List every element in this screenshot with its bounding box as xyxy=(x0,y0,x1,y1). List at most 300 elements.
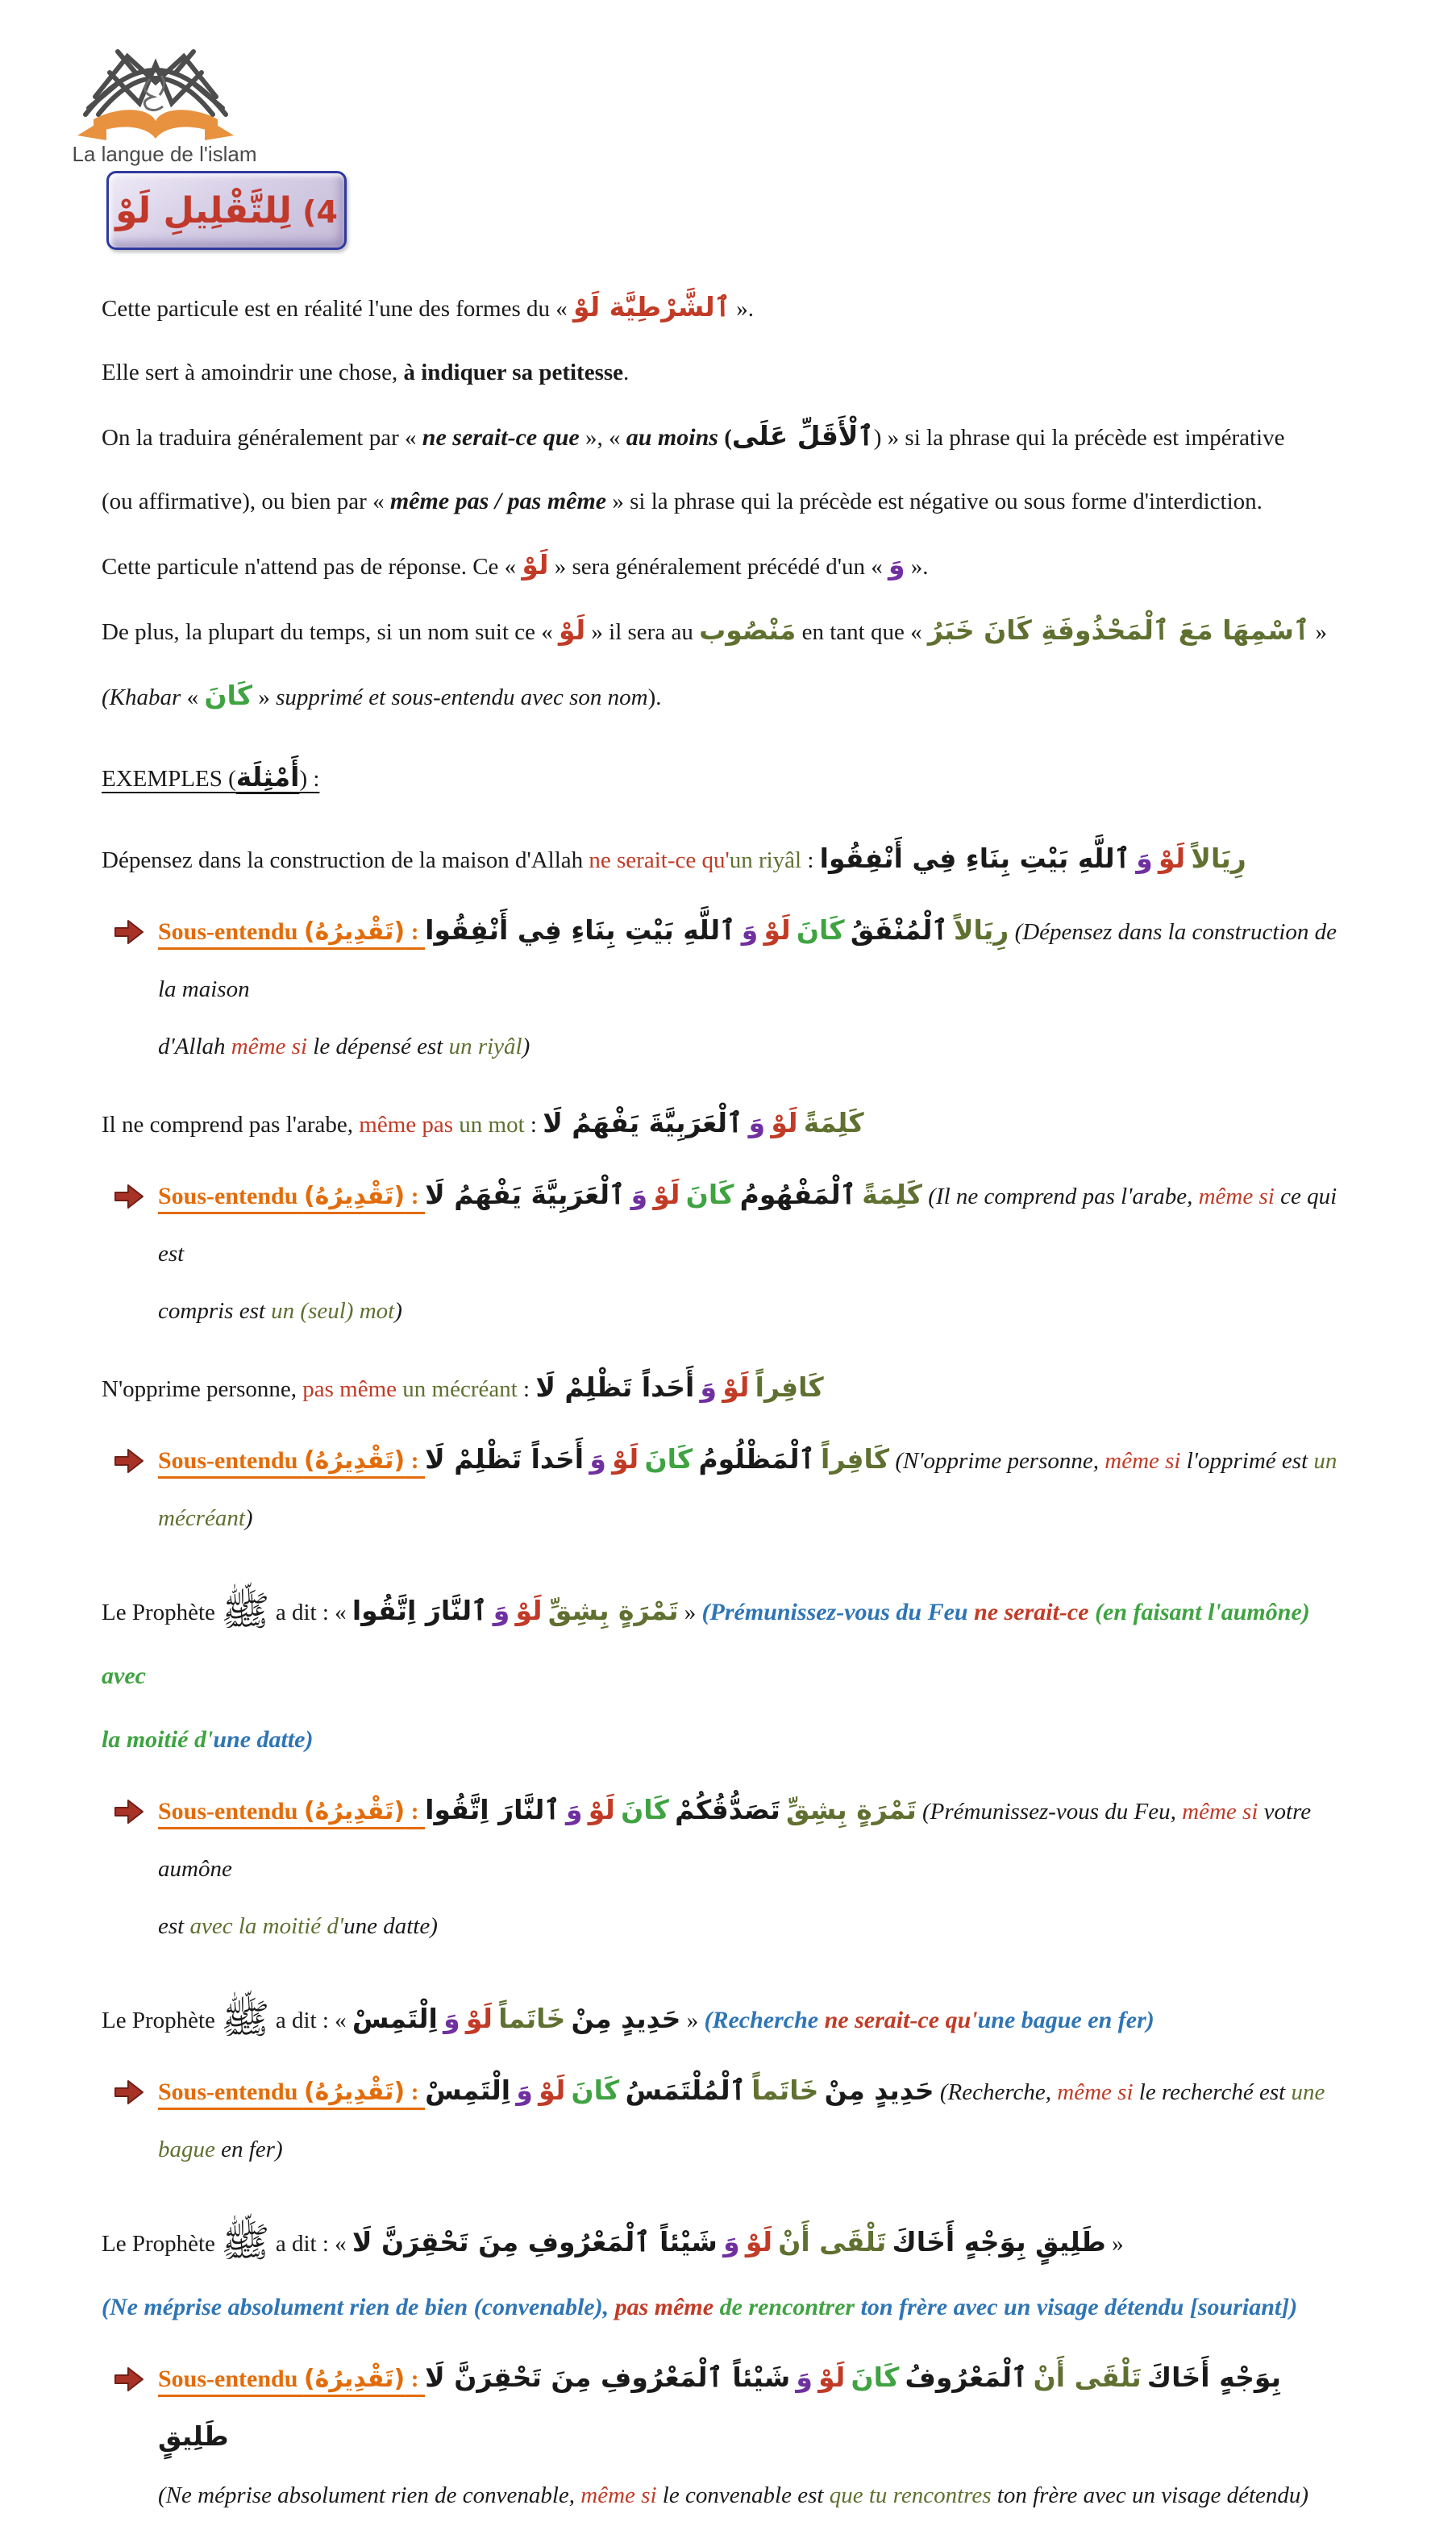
arabic-word: ٱسْمِهَا xyxy=(1222,614,1310,646)
lesson-title-box xyxy=(106,171,347,250)
arabic-word: لَوْ xyxy=(115,189,152,231)
text-segment xyxy=(851,914,948,946)
text-segment: : xyxy=(517,1376,536,1402)
text-segment: Sous-entendu xyxy=(158,1447,304,1474)
arabic-word: لَوْ xyxy=(1159,843,1186,874)
text-segment: ne serait-ce xyxy=(974,1599,1096,1625)
text-segment xyxy=(352,1595,488,1626)
text-segment: ) » si la phrase qui la précède est impérative xyxy=(873,425,1285,451)
text-segment: (ou affirmative), ou bien par « xyxy=(102,489,390,514)
text-segment: » xyxy=(1309,619,1328,645)
arabic-word: (تَقْدِيرُهُ) xyxy=(303,2365,406,2393)
text-segment: ) xyxy=(522,1034,530,1059)
text-segment xyxy=(304,2078,405,2106)
text-segment: même si xyxy=(580,2482,657,2508)
text-segment xyxy=(425,1443,584,1475)
text-segment xyxy=(815,1448,821,1474)
text-segment: : xyxy=(405,1447,426,1474)
text-segment xyxy=(425,914,735,946)
text-segment: (Il ne comprend pas l'arabe, xyxy=(922,1184,1199,1209)
arabic-word: لَا xyxy=(535,1371,555,1403)
text-segment: (Ne méprise absolument rien de bien (convenable), xyxy=(102,2294,615,2320)
text-segment xyxy=(732,420,874,452)
text-segment xyxy=(615,1799,621,1825)
text-segment: (Recherche, xyxy=(934,2079,1058,2105)
arabic-word: شَيْئاً xyxy=(659,2226,718,2258)
logo-caption: La langue de l'islam xyxy=(72,142,257,166)
paragraph-2 xyxy=(102,343,1354,406)
text-segment: ». xyxy=(730,296,755,322)
arabic-word: لَا xyxy=(425,1179,445,1210)
text-segment xyxy=(438,2008,443,2033)
arabic-word: ٱلنَّارَ xyxy=(498,1794,560,1825)
text-segment: Sous-entendu xyxy=(158,1798,304,1825)
arabic-word: كَانَ xyxy=(204,680,253,711)
text-segment: même si xyxy=(1182,1799,1258,1825)
text-segment xyxy=(771,1107,797,1138)
text-segment: : xyxy=(405,918,426,945)
text-segment xyxy=(572,2003,681,2034)
text-segment xyxy=(680,1184,685,1209)
text-segment xyxy=(425,2074,510,2106)
text-segment xyxy=(821,1443,889,1475)
text-segment xyxy=(1153,847,1159,873)
arabic-word: لَوْ xyxy=(763,914,791,946)
text-segment xyxy=(493,1595,510,1626)
text-segment: a dit : « xyxy=(269,1600,352,1625)
text-segment: compris est xyxy=(158,1298,272,1324)
arabic-word: طَلِيقٍ xyxy=(1035,2226,1106,2258)
arabic-word: أَمْثِلَة xyxy=(235,761,300,793)
sous-entendu-4 xyxy=(102,1783,1354,1957)
text-segment: On la traduira généralement par « xyxy=(102,425,422,451)
text-segment xyxy=(825,2074,934,2106)
text-segment: votre aumône xyxy=(158,1799,1317,1882)
text-segment: une bague xyxy=(158,2079,1331,2162)
text-segment xyxy=(543,1107,743,1138)
text-segment xyxy=(460,2008,466,2033)
text-segment xyxy=(948,919,954,945)
text-segment: Le Prophète xyxy=(102,1600,222,1625)
text-segment: Elle sert à amoindrir une chose, xyxy=(102,360,404,385)
arabic-word: مِنْ xyxy=(571,2003,612,2034)
arabic-word: وَ xyxy=(630,1179,648,1210)
arabic-word: يَفْهَمُ xyxy=(572,1107,640,1138)
arabic-word: وَ xyxy=(700,1371,718,1403)
text-segment: avec xyxy=(102,1599,1317,1689)
arabic-word: اِتَّقُوا xyxy=(352,1595,417,1626)
arabic-word: تَحْقِرَنَّ xyxy=(381,2226,469,2258)
text-segment: Sous-entendu xyxy=(158,1183,304,1209)
text-segment: en fer) xyxy=(214,2137,283,2162)
arabic-word: ٱللَّهِ xyxy=(1077,843,1131,874)
text-segment xyxy=(749,1376,755,1402)
text-segment: en tant que « xyxy=(796,619,928,645)
arabic-word: رِيَالاً xyxy=(953,914,1009,946)
paragraph-5 xyxy=(102,601,1354,731)
text-segment xyxy=(675,1794,780,1825)
arabic-word: ٱلْمَحْذُوفَةِ xyxy=(1041,614,1170,646)
arabic-word: ٱلْمَظْلُومُ xyxy=(698,1443,815,1475)
arabic-word: بِوَجْهٍ xyxy=(963,2226,1026,2258)
text-segment xyxy=(515,1595,542,1626)
arabic-word: لَا xyxy=(425,1443,445,1475)
arabic-word: كَلِمَةً xyxy=(862,1179,922,1210)
arabic-word: (تَقْدِيرُهُ) xyxy=(303,1797,406,1825)
text-segment xyxy=(755,1371,824,1403)
arrow-right-icon xyxy=(113,1797,145,1826)
arabic-word: كَانَ xyxy=(685,1179,734,1210)
arabic-word: كَافِراً xyxy=(755,1371,824,1403)
text-segment: une datte xyxy=(213,1726,306,1753)
text-segment xyxy=(740,1179,856,1210)
text-segment: la moitié d' xyxy=(102,1726,214,1753)
text-segment: de rencontrer xyxy=(713,2294,861,2320)
text-segment xyxy=(425,1794,560,1825)
text-segment: (Prémunissez-vous du Feu xyxy=(701,1599,975,1625)
arabic-word: ٱلْمَعْرُوفُ xyxy=(905,2362,1028,2393)
arrow-right-icon xyxy=(113,1446,145,1475)
text-segment xyxy=(736,919,742,945)
arabic-word: لَوْ xyxy=(515,1595,543,1626)
arabic-word: وَ xyxy=(723,2226,740,2258)
sous-entendu-6 xyxy=(102,2351,1354,2526)
text-segment xyxy=(560,1799,566,1825)
arabic-word: كَانَ xyxy=(851,2362,900,2393)
text-segment xyxy=(425,1179,625,1210)
text-segment xyxy=(786,1794,917,1825)
arabic-word: وَ xyxy=(443,2003,460,2034)
text-segment xyxy=(796,2362,813,2393)
text-segment: (Prémunissez-vous du Feu, xyxy=(916,1799,1183,1825)
arabic-word: أَنْ xyxy=(1033,2362,1066,2393)
text-segment: un mécréant xyxy=(158,1448,1343,1531)
text-segment: Il ne comprend pas l'arabe, xyxy=(102,1112,360,1138)
arabic-word: بَيْتِ xyxy=(625,914,674,946)
hadith-3 xyxy=(102,2212,1354,2341)
text-segment xyxy=(573,291,730,323)
text-segment xyxy=(589,1794,615,1825)
hadith-1 xyxy=(102,1581,1354,1774)
arabic-word: (تَقْدِيرُهُ) xyxy=(303,1182,406,1210)
text-segment: ) xyxy=(394,1298,402,1324)
text-segment xyxy=(1136,843,1153,874)
text-segment: » xyxy=(678,1600,702,1625)
text-segment xyxy=(589,1443,606,1475)
text-segment xyxy=(804,1107,864,1138)
text-segment xyxy=(115,190,292,231)
arabic-word: تَلْقَى xyxy=(819,2226,887,2258)
arabic-word: ٱلْمَعْرُوفِ xyxy=(601,2362,723,2393)
arabic-word: وَ xyxy=(888,549,905,581)
text-segment: même si xyxy=(231,1034,308,1059)
text-segment xyxy=(743,1112,748,1138)
text-segment xyxy=(701,1371,718,1403)
text-segment: a dit : « xyxy=(269,2231,352,2257)
arabic-word: فِي xyxy=(912,843,957,874)
text-segment: ﷺ xyxy=(221,1588,270,1633)
text-segment: ﷺ xyxy=(221,2220,270,2265)
text-segment xyxy=(1142,2366,1147,2392)
arabic-word: لَوْ xyxy=(771,1107,798,1138)
text-segment: ce qui est xyxy=(158,1184,1343,1267)
text-segment xyxy=(780,1799,786,1825)
text-segment xyxy=(493,2008,498,2033)
text-segment xyxy=(746,2226,772,2258)
text-segment: une bague en fer) xyxy=(977,2007,1154,2033)
arabic-word: لَوْ xyxy=(588,1794,615,1825)
arabic-word: يَفْهَمُ xyxy=(454,1179,522,1210)
text-segment xyxy=(236,761,300,793)
arabic-word: لِلتَّقْلِيلِ xyxy=(163,189,292,231)
text-segment xyxy=(886,2231,892,2257)
text-segment xyxy=(686,1179,734,1210)
text-segment xyxy=(820,843,1130,874)
text-segment: » xyxy=(1105,2231,1124,2257)
arabic-word: اِلْتَمِسْ xyxy=(352,2003,438,2034)
text-segment xyxy=(845,919,851,945)
arabic-word: وَ xyxy=(589,1443,606,1475)
text-segment xyxy=(559,614,585,646)
text-segment: supprimé et sous-entendu avec son nom xyxy=(276,685,648,710)
text-segment xyxy=(621,1794,669,1825)
arabic-word: ٱلْعَرَبِيَّةَ xyxy=(530,1179,626,1210)
text-segment xyxy=(653,1179,680,1210)
lesson-title xyxy=(115,190,338,231)
text-segment xyxy=(892,2226,1105,2258)
text-segment: » sera généralement précédé d'un « xyxy=(548,554,888,580)
text-segment xyxy=(516,2074,533,2106)
text-segment: un riyâl xyxy=(729,847,802,873)
text-segment xyxy=(625,2074,746,2106)
text-segment xyxy=(778,2226,886,2258)
arabic-word: لَوْ xyxy=(818,2362,846,2393)
arabic-word: بِوَجْهٍ xyxy=(1219,2362,1281,2393)
arabic-word: رِيَالاً xyxy=(1191,843,1246,874)
arabic-word: وَ xyxy=(493,1595,510,1626)
arabic-word: خَبَرُ xyxy=(927,614,975,646)
text-segment xyxy=(352,2226,718,2258)
text-segment: même pas / pas même xyxy=(389,488,607,514)
arabic-word: لَوْ xyxy=(559,614,586,646)
arabic-word: أَنْ xyxy=(778,2226,810,2258)
text-segment: au moins xyxy=(626,424,718,451)
text-segment xyxy=(1027,2366,1033,2392)
text-segment xyxy=(565,2079,571,2105)
text-segment xyxy=(905,2362,1028,2393)
arabic-word: لَوْ xyxy=(522,549,549,581)
arabic-word: ٱلْمَفْهُومُ xyxy=(739,1179,856,1210)
text-segment xyxy=(612,1443,639,1475)
text-segment: (N'opprime personne, xyxy=(889,1448,1105,1474)
arrow-right-icon xyxy=(113,2364,145,2417)
text-segment: le convenable est xyxy=(656,2482,830,2508)
text-segment: un riyâl xyxy=(448,1034,522,1059)
text-segment: « xyxy=(181,685,205,710)
arabic-word: مِنْ xyxy=(824,2074,865,2106)
text-segment xyxy=(928,614,1309,646)
text-segment: Le Prophète xyxy=(102,2008,222,2033)
arabic-word: لَوْ xyxy=(653,1179,680,1210)
arabic-word: فِي xyxy=(517,914,562,946)
text-segment xyxy=(1034,2362,1142,2393)
text-segment xyxy=(818,2362,845,2393)
arabic-word: أَحَداً xyxy=(641,1371,695,1403)
text-segment: Dépensez dans la construction de la maison d'Allah xyxy=(102,847,589,873)
text-segment: : xyxy=(405,1798,426,1825)
text-segment: pas même xyxy=(614,2294,714,2320)
text-segment: le dépensé est xyxy=(307,1034,449,1059)
text-segment xyxy=(565,2008,571,2033)
text-segment: d'Allah xyxy=(158,1034,231,1059)
text-segment: (Ne méprise absolument rien de convenable, xyxy=(158,2482,581,2508)
text-segment: (Dépensez dans la construction de la maison xyxy=(158,919,1343,1002)
arabic-word: كَانَ xyxy=(571,2074,620,2106)
text-segment: ton frère avec un visage détendu [souriant]) xyxy=(860,2294,1298,2320)
text-segment xyxy=(548,1595,679,1626)
text-segment: : xyxy=(405,2366,426,2392)
paragraph-3 xyxy=(102,406,1354,535)
arabic-word: أَنْفِقُوا xyxy=(819,843,903,874)
text-segment: » xyxy=(680,2008,705,2033)
text-segment xyxy=(204,680,252,711)
arabic-word: بِنَاءِ xyxy=(571,914,616,946)
arabic-word: مَنْصُوب xyxy=(699,614,797,646)
arabic-word: أَحَداً xyxy=(530,1443,584,1475)
text-segment: » xyxy=(252,685,277,710)
arabic-word: تَظْلِمْ xyxy=(564,1371,633,1403)
text-segment xyxy=(487,1600,493,1625)
text-segment: ne serait-ce qu' xyxy=(589,847,730,873)
arabic-word: وَ xyxy=(565,1794,583,1825)
text-segment xyxy=(535,1371,694,1403)
text-segment xyxy=(510,2079,516,2105)
arabic-word: حَدِيدٍ xyxy=(874,2074,934,2106)
arabic-word: ٱلْمَعْرُوفِ xyxy=(527,2226,651,2258)
text-segment xyxy=(791,919,797,945)
arabic-word: كَافِراً xyxy=(821,1443,890,1475)
sous-entendu-2 xyxy=(102,1168,1354,1342)
text-segment xyxy=(304,1182,405,1210)
text-segment: même pas xyxy=(359,1112,454,1138)
text-segment xyxy=(539,2074,565,2106)
text-segment: . xyxy=(623,360,630,385)
text-segment: ) : xyxy=(299,766,320,792)
arabic-word: حَدِيدٍ xyxy=(621,2003,681,2034)
arabic-word: بِشِقِّ xyxy=(547,1595,609,1626)
text-segment xyxy=(797,914,845,946)
text-segment: (en faisant l'aumône) xyxy=(1095,1599,1310,1625)
arabic-word: وَ xyxy=(748,1107,766,1138)
text-segment xyxy=(498,2003,565,2034)
text-segment xyxy=(862,1179,922,1210)
arabic-word: تَحْقِرَنَّ xyxy=(454,2362,542,2393)
arabic-word: (تَقْدِيرُهُ) xyxy=(303,1446,406,1475)
text-segment: (4 xyxy=(291,194,338,230)
text-segment xyxy=(746,2079,751,2105)
text-segment xyxy=(749,1107,766,1138)
text-segment xyxy=(722,1371,749,1403)
text-segment: ( xyxy=(718,425,732,451)
arabic-word: (تَقْدِيرُهُ) xyxy=(303,918,406,946)
text-segment: Le Prophète xyxy=(102,2231,222,2257)
paragraph-4 xyxy=(102,535,1354,601)
arabic-word: كَانَ xyxy=(621,1794,669,1825)
text-segment: une datte) xyxy=(343,1913,438,1939)
arabic-word: تَصَدُّقُكُمْ xyxy=(675,1794,780,1825)
arabic-word: اِتَّقُوا xyxy=(425,1794,489,1825)
arabic-word: ٱلنَّارَ xyxy=(425,1595,488,1626)
text-segment xyxy=(304,1797,405,1825)
text-segment: Khabar xyxy=(109,685,181,710)
text-segment: : xyxy=(405,2079,426,2105)
text-segment xyxy=(742,914,759,946)
page-header xyxy=(0,0,1456,266)
text-segment xyxy=(352,2003,438,2034)
arrow-right-icon xyxy=(113,1796,145,1850)
text-segment: a dit : « xyxy=(269,2008,352,2033)
text-segment xyxy=(304,918,405,946)
text-segment: ﷺ xyxy=(221,1996,270,2041)
text-segment xyxy=(443,2003,460,2034)
text-segment: le recherché est xyxy=(1133,2079,1292,2105)
arabic-word: خَاتَماً xyxy=(751,2074,819,2106)
text-segment: ). xyxy=(647,685,662,710)
arabic-word: تَظْلِمْ xyxy=(454,1443,522,1475)
text-segment xyxy=(764,914,791,946)
text-segment xyxy=(723,2226,740,2258)
text-segment xyxy=(644,1443,693,1475)
text-segment xyxy=(718,2231,723,2257)
arabic-word: لَوْ xyxy=(722,1371,750,1403)
text-segment xyxy=(772,2231,778,2257)
sous-entendu-1 xyxy=(102,904,1354,1077)
arabic-word: تَمْرَةٍ xyxy=(618,1595,679,1626)
example-1-intro xyxy=(102,829,1354,894)
text-segment xyxy=(899,2366,905,2392)
arrow-right-icon xyxy=(113,1181,145,1234)
arabic-word: لَا xyxy=(352,2226,372,2258)
text-segment xyxy=(669,1799,675,1825)
arabic-word: وَ xyxy=(796,2362,813,2393)
text-segment: » si la phrase qui la précède est négative ou sous forme d'interdiction. xyxy=(606,489,1263,514)
text-segment xyxy=(304,2365,405,2393)
text-segment: même si xyxy=(1198,1184,1275,1209)
arabic-word: بِنَاءِ xyxy=(965,843,1011,874)
arabic-word: عَلَى xyxy=(731,420,788,452)
text-segment xyxy=(790,2366,796,2392)
arrow-right-icon xyxy=(113,1182,145,1211)
text-segment: ) xyxy=(305,1726,314,1753)
text-segment: à indiquer sa petitesse xyxy=(403,360,624,385)
dome-lattice-icon xyxy=(85,52,226,114)
text-segment: Sous-entendu xyxy=(158,2079,304,2105)
arrow-right-icon xyxy=(113,2078,145,2107)
text-segment: pas même xyxy=(302,1376,397,1402)
arabic-word: لَوْ xyxy=(465,2003,493,2034)
arabic-word: ٱلْأَقَلِّ xyxy=(797,420,874,452)
arrow-right-icon xyxy=(113,2077,145,2130)
sous-entendu-5 xyxy=(102,2064,1354,2180)
arrow-right-icon xyxy=(113,1446,145,1499)
text-segment xyxy=(797,1112,803,1138)
text-segment xyxy=(425,2362,790,2393)
arabic-word: لَا xyxy=(543,1107,563,1138)
example-3-intro xyxy=(102,1358,1354,1423)
text-segment: » il sera au xyxy=(585,619,700,645)
arabic-word: ٱلْعَرَبِيَّةَ xyxy=(648,1107,743,1138)
text-segment: Cette particule est en réalité l'une des formes du « xyxy=(102,296,574,322)
